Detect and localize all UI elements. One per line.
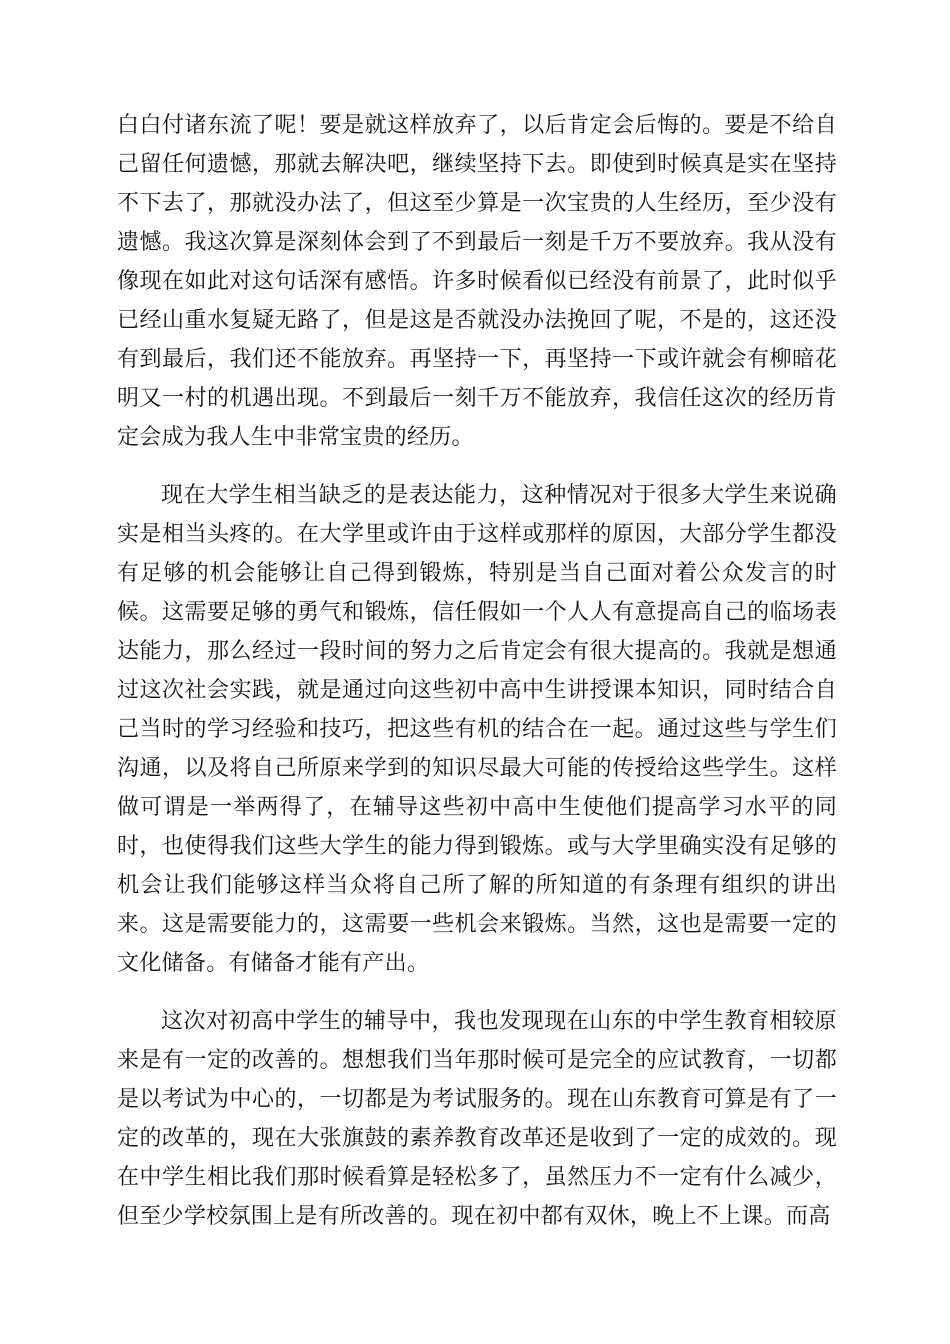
document-body [117,106,837,1236]
paragraph-1: 白白付诸东流了呢！要是就这样放弃了，以后肯定会后悔的。要是不给自己留任何遗憾，那就去解决吧，继续坚持下去。即使到时候真是实在坚持不下去了，那就没办法了，但这至少算是一次宝贵的人生经历，至少没有遗憾。我这次算是深刻体会到了不到最后一刻是千万不要放弃。我从没有像现在如此对这句话深有感悟。许多时候看似已经没有前景了，此时似乎已经山重水复疑无路了，但是这是否就没办法挽回了呢，不是的，这还没有到最后，我们还不能放弃。再坚持一下，再坚持一下或许就会有柳暗花明又一村的机遇出现。不到最后一刻千万不能放弃，我信任这次的经历肯定会成为我人生中非常宝贵的经历。 [117,113,837,450]
paragraph-2: 现在大学生相当缺乏的是表达能力，这种情况对于很多大学生来说确实是相当头疼的。在大学里或许由于这样或那样的原因，大部分学生都没有足够的机会能够让自己得到锻炼，特别是当自己面对着公众发言的时候。这需要足够的勇气和锻炼，信任假如一个人人有意提高自己的临场表达能力，那么经过一段时间的努力之后肯定会有很大提高的。我就是想通过这次社会实践，就是通过向这些初中高中生讲授课本知识，同时结合自己当时的学习经验和技巧，把这些有机的结合在一起。通过这些与学生们沟通，以及将自己所原来学到的知识尽最大可能的传授给这些学生。这样做可谓是一举两得了，在辅导这些初中高中生使他们提高学习水平的同时，也使得我们这些大学生的能力得到锻炼。或与大学里确实没有足够的机会让我们能够这样当众将自己所了解的所知道的有条理有组织的讲出来。这是需要能力的，这需要一些机会来锻炼。当然，这也是需要一定的文化储备。有储备才能有产出。 [117,483,837,976]
paragraph-3: 这次对初高中学生的辅导中，我也发现现在山东的中学生教育相较原来是有一定的改善的。想想我们当年那时候可是完全的应试教育，一切都是以考试为中心的，一切都是为考试服务的。现在山东教育可算是有了一定的改革的，现在大张旗鼓的素养教育改革还是收到了一定的成效的。现在中学生相比我们那时候看算是轻松多了，虽然压力不一定有什么减少，但至少学校氛围上是有所改善的。现在初中都有双休，晚上不上课。而高 [117,1009,837,1229]
